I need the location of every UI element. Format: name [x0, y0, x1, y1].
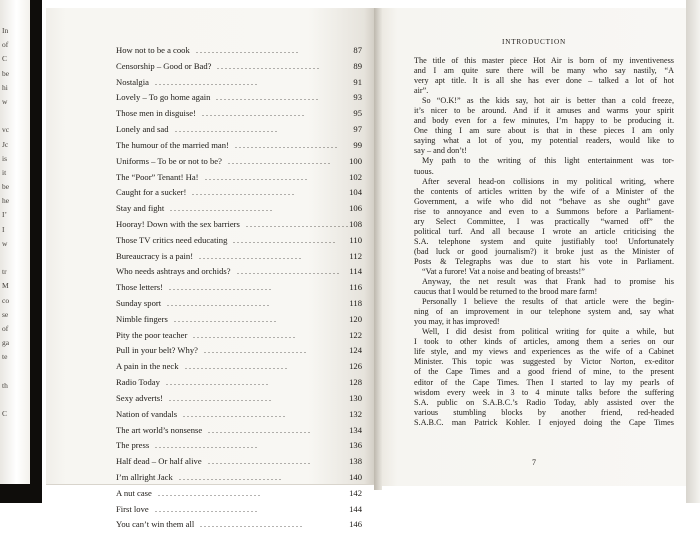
toc-leader-dots: . . . . . . . . . . . . . . . . . . . . . . . . . .: [175, 125, 277, 135]
introduction-text: [414, 56, 674, 428]
toc-leader-dots: . . . . . . . . . . . . . . . . . . . . . . . . . .: [235, 140, 337, 150]
toc-entry-title: The art world’s nonsense: [116, 424, 203, 435]
toc-entry: [116, 154, 362, 170]
text-line: (bad luck or good journalism?) it broke just as the Minister of: [414, 246, 674, 256]
text-line: The title of this master piece Hot Air is born of my inventiveness: [414, 56, 674, 65]
toc-entry-title: A pain in the neck: [116, 361, 179, 372]
toc-entry-page: 102: [349, 171, 362, 182]
book-gutter: [374, 8, 382, 490]
toc-leader-dots: . . . . . . . . . . . . . . . . . . . . . . . . . .: [217, 61, 319, 71]
toc-entry-title: Those TV critics need educating: [116, 234, 228, 245]
previous-page-fragment: of: [2, 40, 9, 50]
toc-leader-dots: . . . . . . . . . . . . . . . . . . . . . . . . . .: [208, 425, 310, 435]
toc-entry-title: Sunday sport: [116, 298, 162, 308]
toc-entry-page: 140: [349, 471, 362, 482]
toc-entry: [116, 391, 362, 407]
right-page-edge: [686, 0, 700, 503]
text-line: “Vat a furore! Vat a noise and beating of breasts!”: [422, 266, 585, 276]
toc-leader-dots: . . . . . . . . . . . . . . . . . . . . . . . . . .: [183, 409, 285, 419]
toc-entry-title: Pull in your belt? Why?: [116, 345, 198, 356]
text-line: saying what a lot of you, my potential readers, would like to: [414, 136, 674, 146]
toc-entry: [116, 502, 362, 518]
toc-entry-page: 112: [349, 250, 362, 261]
toc-entry: [116, 43, 362, 59]
toc-entry-page: 122: [349, 329, 362, 340]
previous-page-fragment: co: [2, 295, 10, 305]
toc-entry: [116, 170, 362, 186]
toc-entry-title: Who needs ashtrays and orchids?: [116, 266, 231, 277]
text-line: you may, it has improved!: [414, 317, 500, 327]
toc-entry: [116, 359, 362, 375]
text-line: it’s nicer to be around. And if it amuses and warms your spirit: [414, 106, 674, 116]
previous-page-fragment: is: [2, 153, 8, 163]
toc-entry-title: You can’t win them all: [116, 519, 195, 530]
toc-entry: [116, 454, 362, 470]
toc-entry-title: Lonely and sad: [116, 124, 169, 135]
toc-leader-dots: . . . . . . . . . . . . . . . . . . . . . . . . . .: [169, 393, 271, 403]
previous-page-fragment: w: [2, 238, 8, 248]
book-cover-edge: [30, 0, 42, 503]
previous-page-fragment: M: [2, 281, 9, 291]
toc-entry-title: Those letters!: [116, 282, 164, 293]
toc-entry-title: Those men in disguise!: [116, 108, 196, 119]
text-line: Personally I believe the results of that article were the begin-: [422, 297, 674, 307]
text-line: editor of the Cape Times. Then I started to lay my pearls of: [414, 377, 674, 387]
toc-leader-dots: . . . . . . . . . . . . . . . . . . . . . . . . . .: [200, 520, 302, 530]
toc-leader-dots: . . . . . . . . . . . . . . . . . . . . . . . . . .: [158, 488, 260, 498]
toc-entry-title: Half dead – Or half alive: [116, 456, 202, 467]
toc-leader-dots: . . . . . . . . . . . . . . . . . . . . . . . . . .: [216, 93, 318, 103]
previous-page-fragment: vc: [2, 125, 10, 135]
previous-page-fragment: be: [2, 182, 10, 192]
text-line: of the Cape Times and a good friend of mine, to the present: [414, 367, 674, 377]
toc-entry-title: First love: [116, 503, 149, 514]
toc-entry-title: The humour of the married man!: [116, 139, 229, 150]
toc-leader-dots: . . . . . . . . . . . . . . . . . . . . . . . . . .: [166, 378, 268, 388]
toc-leader-dots: . . . . . . . . . . . . . . . . . . . . . . . . . .: [204, 346, 306, 356]
previous-page-fragment: In: [2, 26, 9, 35]
toc-leader-dots: . . . . . . . . . . . . . . . . . . . . . . . . . .: [228, 156, 330, 166]
toc-entry: [116, 423, 362, 439]
toc-entry-page: 89: [353, 60, 362, 71]
toc-entry: [116, 470, 362, 486]
toc-entry: [116, 343, 362, 359]
toc-entry: [116, 90, 362, 106]
toc-leader-dots: . . . . . . . . . . . . . . . . . . . . . . . . . .: [193, 330, 295, 340]
text-line: S.A.B.C. man Patrick Kohler. I enjoyed doing the Cape Times: [414, 417, 674, 427]
previous-page-fragment: tr: [2, 267, 7, 277]
text-line: life style, and my views and experiences as the wife of a Cabinet: [414, 347, 674, 357]
toc-entry-page: 130: [349, 392, 362, 403]
text-line: My path to the writing of this light entertainment was tor-: [422, 156, 674, 166]
toc-entry-title: The press: [116, 440, 150, 451]
text-line: ning of an improvement in our telephone system and, say what: [414, 307, 674, 317]
toc-entry-title: Nation of vandals: [116, 408, 178, 419]
toc-entry: [116, 312, 362, 328]
toc-entry-title: Nimble fingers: [116, 313, 168, 324]
text-line: the contents of articles written by the wife of a Minister of the: [414, 186, 674, 196]
toc-entry: [116, 106, 362, 122]
toc-entry: [116, 249, 362, 265]
text-line: One thing I am sure about is that in these pieces I am only: [414, 126, 674, 136]
text-line: and I am quite sure there will be many who say nastily, “A: [414, 66, 674, 76]
toc-entry-page: 124: [349, 345, 362, 356]
toc-leader-dots: . . . . . . . . . . . . . . . . . . . . . . . . . .: [185, 362, 287, 372]
text-line: rise to annoyance and even to a Summons before a Parliament-: [414, 206, 674, 216]
toc-entry-title: Censorship – Good or Bad?: [116, 60, 212, 71]
toc-leader-dots: . . . . . . . . . . . . . . . . . . . . . . . . . .: [169, 283, 271, 293]
text-line: I took to other kinds of articles, among them a series on our: [414, 337, 674, 347]
toc-entry: [116, 75, 362, 91]
toc-entry-page: 132: [349, 408, 362, 419]
text-line: caucus that I would be returned to the brood mare farm!: [414, 287, 598, 297]
toc-leader-dots: . . . . . . . . . . . . . . . . . . . . . . . . . .: [199, 251, 301, 261]
toc-leader-dots: . . . . . . . . . . . . . . . . . . . . . . . . . .: [167, 299, 269, 308]
toc-entry-page: 99: [353, 139, 362, 150]
toc-entry-title: Radio Today: [116, 377, 160, 388]
previous-page-fragment: I: [2, 224, 5, 234]
toc-leader-dots: . . . . . . . . . . . . . . . . . . . . . . . . . .: [170, 204, 272, 214]
toc-entry: [116, 217, 362, 233]
previous-page-fragment: Jc: [2, 139, 9, 149]
text-line: and body even for a few minutes, I’m happy to be producing it.: [414, 116, 674, 126]
toc-entry-page: 93: [353, 92, 362, 103]
previous-page-fragment: ga: [2, 338, 10, 348]
toc-entry: [116, 122, 362, 138]
toc-entry: [116, 375, 362, 391]
toc-leader-dots: . . . . . . . . . . . . . . . . . . . . . . . . . .: [174, 314, 276, 324]
toc-entry-page: 100: [349, 155, 362, 166]
toc-entry-page: 118: [349, 298, 362, 308]
toc-entry: [116, 296, 362, 312]
toc-entry-title: Sexy adverts!: [116, 392, 164, 403]
toc-entry-page: 87: [353, 45, 362, 55]
previous-page-fragments: [2, 24, 28, 419]
toc-entry-page: 126: [349, 361, 362, 372]
text-line: Government, a wife who did not “behave as she ought” gave: [414, 196, 674, 206]
toc-leader-dots: . . . . . . . . . . . . . . . . . . . . . . . . . .: [208, 457, 310, 467]
toc-leader-dots: . . . . . . . . . . . . . . . . . . . . . . . . . .: [246, 219, 348, 229]
text-line: So “O.K!” as the kids say, hot air is better than a cold freeze,: [422, 96, 674, 106]
toc-leader-dots: . . . . . . . . . . . . . . . . . . . . . . . . . .: [205, 172, 307, 182]
text-line: Anyway, the net result was that Frank had to promise his: [422, 277, 674, 287]
toc-entry: [116, 59, 362, 75]
toc-entry-page: 108: [349, 218, 362, 229]
toc-entry-page: 134: [349, 424, 362, 435]
text-line: S.A. public on S.A.B.C.’s Radio Today, ably assisted over the: [414, 397, 674, 407]
toc-entry: [116, 201, 362, 217]
toc-entry: [116, 486, 362, 502]
text-line: air”.: [414, 86, 429, 96]
page-header: INTRODUCTION: [502, 38, 566, 46]
toc-entry: [116, 438, 362, 454]
toc-entry: [116, 233, 362, 249]
toc-leader-dots: . . . . . . . . . . . . . . . . . . . . . . . . . .: [179, 472, 281, 482]
book-cover-corner: [0, 484, 42, 503]
text-line: wisdom every week in 3 to 4 minute talks before the suffering: [414, 387, 674, 397]
toc-entry-title: Hooray! Down with the sex barriers: [116, 218, 240, 229]
toc-entry-title: How not to be a cook: [116, 45, 190, 55]
toc-entry-title: The “Poor” Tenant! Ha!: [116, 171, 199, 182]
toc-leader-dots: . . . . . . . . . . . . . . . . . . . . . . . . . .: [202, 109, 304, 119]
toc-entry: [116, 185, 362, 201]
text-line: Minister. This topic was suggested by Victor Norton, ex-editor: [414, 357, 674, 367]
toc-entry-page: 138: [349, 456, 362, 467]
previous-page-fragment: se: [2, 309, 9, 319]
toc-entry-page: 106: [349, 203, 362, 214]
toc-entry: [116, 407, 362, 423]
toc-entry-page: 91: [353, 76, 362, 87]
toc-entry-page: 95: [353, 108, 362, 119]
previous-page-fragment: w: [2, 96, 8, 106]
toc-entry-title: Nostalgia: [116, 76, 149, 87]
toc-entry-title: Stay and fight: [116, 203, 165, 214]
toc-entry-page: 142: [349, 487, 362, 498]
toc-leader-dots: . . . . . . . . . . . . . . . . . . . . . . . . . .: [196, 46, 298, 55]
previous-page-fragment: hi: [2, 82, 8, 92]
toc-entry-title: Pity the poor teacher: [116, 329, 188, 340]
toc-entry: [116, 517, 362, 533]
toc-entry-page: 116: [349, 282, 362, 293]
toc-entry: [116, 280, 362, 296]
text-line: After several head-on collisions in my political writing, where: [422, 176, 674, 186]
page-number: 7: [532, 458, 536, 467]
toc-entry: [116, 264, 362, 280]
previous-page-fragment: C: [2, 409, 8, 419]
toc-leader-dots: . . . . . . . . . . . . . . . . . . . . . . . . . .: [155, 504, 257, 514]
previous-page-fragment: [2, 251, 28, 265]
text-line: political turf. And all because I wrote an article criticising the: [414, 226, 674, 236]
toc-leader-dots: . . . . . . . . . . . . . . . . . . . . . . . . . .: [155, 77, 257, 87]
previous-page-fragment: te: [2, 352, 8, 362]
toc-entry-page: 144: [349, 503, 362, 514]
toc-entry-title: A nut case: [116, 487, 152, 498]
previous-page-fragment: be: [2, 68, 10, 78]
toc-entry-page: 146: [349, 519, 362, 530]
toc-entry-page: 104: [349, 187, 362, 198]
toc-leader-dots: . . . . . . . . . . . . . . . . . . . . . . . . . .: [192, 188, 294, 198]
table-of-contents: [116, 43, 362, 533]
previous-page-fragment: [2, 393, 28, 407]
text-line: various stumbling blocks by another friend, red-headed: [414, 407, 674, 417]
previous-page-fragment: th: [2, 380, 8, 390]
text-line: Posts & Telegraphs was due to start his vote in Parliament.: [414, 256, 674, 266]
previous-page-fragment: of: [2, 323, 9, 333]
toc-entry-title: Lovely – To go home again: [116, 92, 211, 103]
text-line: tuous.: [414, 166, 434, 176]
previous-page-fragment: I’: [2, 210, 7, 220]
previous-page-fragment: C: [2, 54, 8, 64]
text-line: Well, I did desist from political writing for quite a while, but: [422, 327, 674, 337]
text-line: very apt title. It is all she has ever done – talked a lot of hot: [414, 76, 674, 86]
text-line: say – and don’t!: [414, 146, 467, 156]
toc-leader-dots: . . . . . . . . . . . . . . . . . . . . . . . . . .: [155, 441, 257, 451]
text-line: ary Select Committee, I was practically “warned off” the: [414, 216, 674, 226]
toc-entry-title: Uniforms – To be or not to be?: [116, 155, 222, 166]
toc-entry-page: 128: [349, 377, 362, 388]
toc-entry-title: Bureaucracy is a pain!: [116, 250, 194, 261]
toc-leader-dots: . . . . . . . . . . . . . . . . . . . . . . . . . .: [233, 235, 335, 245]
toc-entry: [116, 328, 362, 344]
toc-leader-dots: . . . . . . . . . . . . . . . . . . . . . . . . . .: [237, 267, 339, 277]
toc-entry-page: 120: [349, 313, 362, 324]
toc-entry-page: 97: [353, 124, 362, 135]
toc-entry-title: Caught for a sucker!: [116, 187, 187, 198]
toc-entry: [116, 138, 362, 154]
toc-entry-title: I’m allright Jack: [116, 471, 173, 482]
text-line: S.A. telephone system and quite justifiably too! Unfortunately: [414, 236, 674, 246]
previous-page-fragment: [2, 365, 28, 379]
previous-page-fragment: [2, 109, 28, 123]
toc-entry-page: 110: [349, 234, 362, 245]
toc-entry-page: 136: [349, 440, 362, 451]
toc-entry-page: 114: [349, 266, 362, 277]
previous-page-fragment: he: [2, 196, 10, 206]
previous-page-fragment: it: [2, 167, 7, 177]
